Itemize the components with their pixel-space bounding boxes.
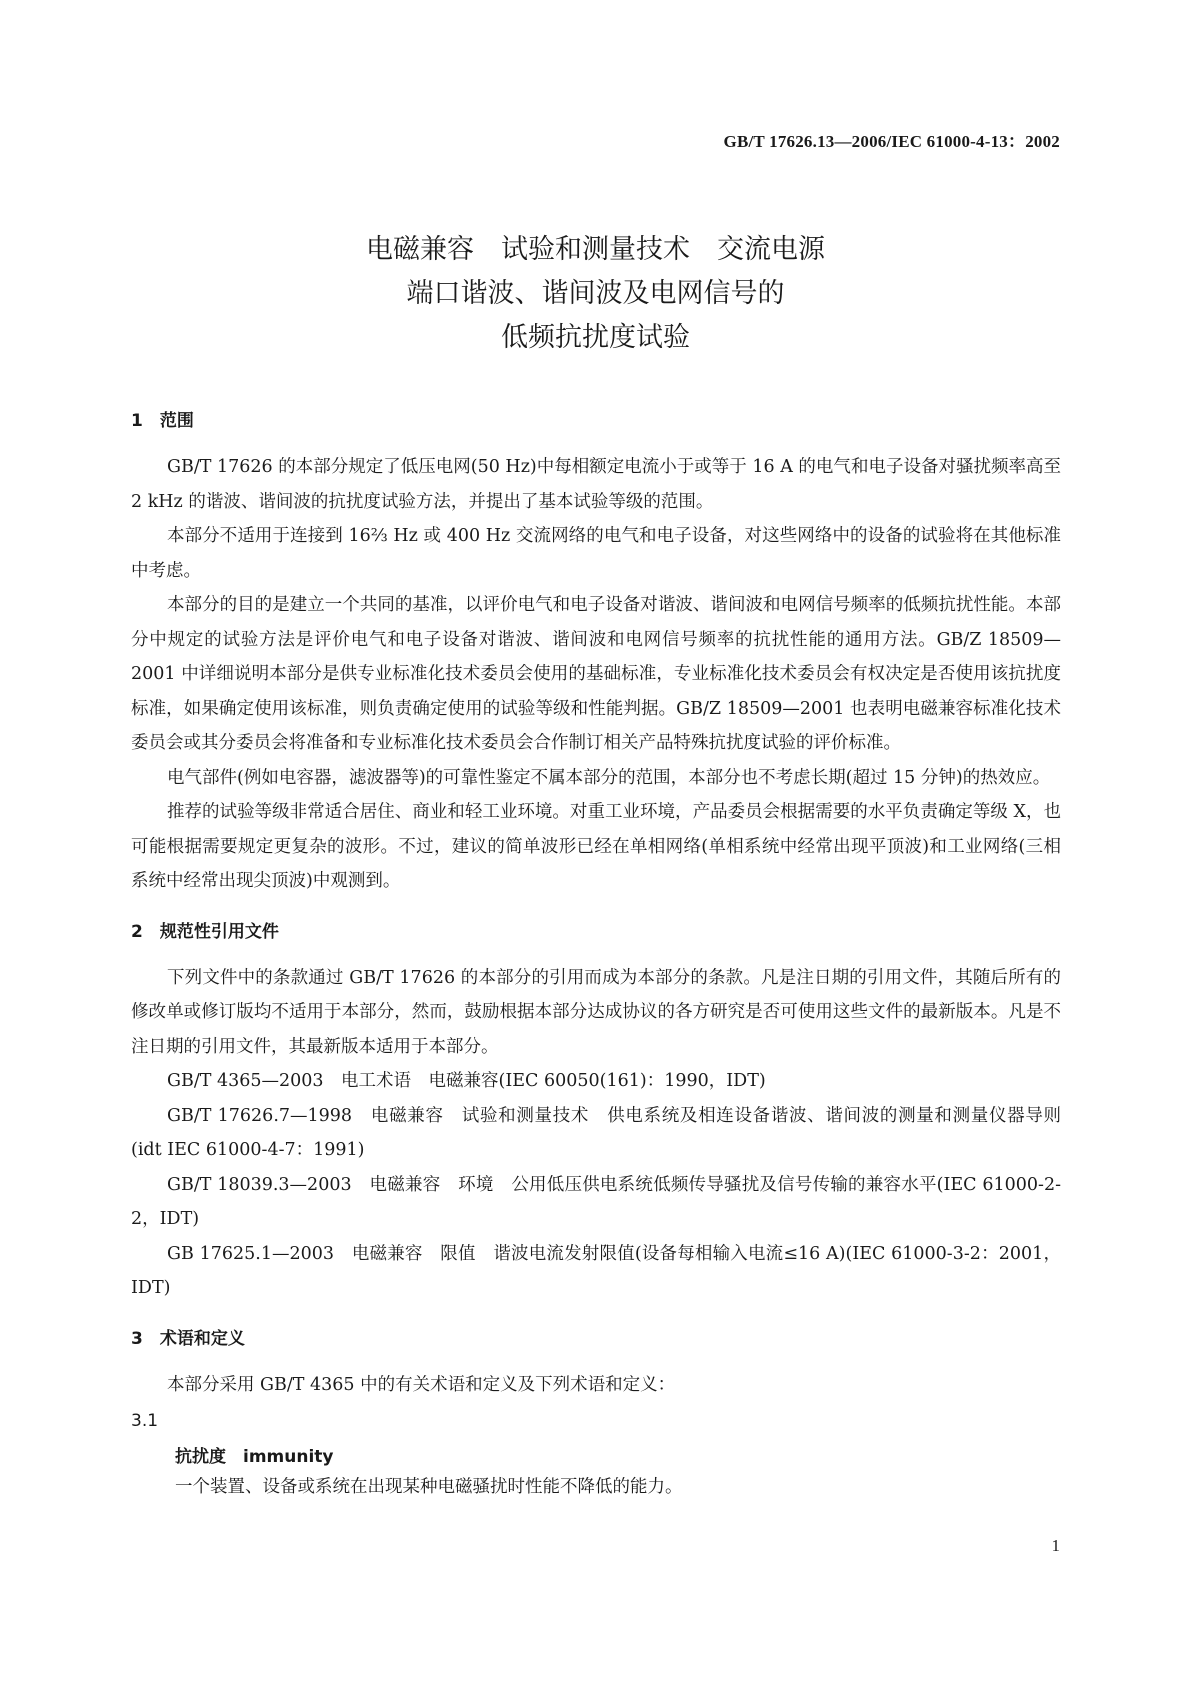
document-body	[131, 408, 1061, 1504]
section-1-paragraph: 本部分不适用于连接到 16⅔ Hz 或 400 Hz 交流网络的电气和电子设备，对这些网络中的设备的试验将在其他标准中考虑。	[131, 526, 1061, 581]
title-line-2: 端口谐波、谐间波及电网信号的	[406, 278, 785, 309]
term-definition: 一个装置、设备或系统在出现某种电磁骚扰时性能不降低的能力。	[175, 1477, 683, 1497]
document-title	[0, 228, 1191, 360]
reference-item	[131, 1168, 1061, 1237]
section-3-heading: 3 术语和定义	[131, 1328, 245, 1349]
section-1-paragraph: 本部分的目的是建立一个共同的基准，以评价电气和电子设备对谐波、谐间波和电网信号频率的低频抗扰性能。本部分中规定的试验方法是评价电气和电子设备对谐波、谐间波和电网信号频率的抗扰性能的通用方法。GB/Z 18509—2001 中详细说明本部分是供专业标准化技术委员会使用的基础标准，专业标准化技术委员会有权决定是否使用该抗扰度标准，如果确定使用该标准，则负责确定使用的试验等级和性能判据。GB/Z 18509—2001 也表明电磁兼容标准化技术委员会或其分委员会将准备和专业标准化技术委员会合作制订相关产品特殊抗扰度试验的评价标准。	[131, 595, 1061, 753]
reference-text: GB/T 18039.3—2003 电磁兼容 环境 公用低压供电系统低频传导骚扰及信号传输的兼容水平(IEC 61000-2-2，IDT)	[131, 1174, 1061, 1229]
section-1-paragraph: 推荐的试验等级非常适合居住、商业和轻工业环境。对重工业环境，产品委员会根据需要的水平负责确定等级 X，也可能根据需要规定更复杂的波形。不过，建议的简单波形已经在单相网络(单相系统中经常出现平顶波)和工业网络(三相系统中经常出现尖顶波)中观测到。	[131, 802, 1061, 891]
reference-text: GB 17625.1—2003 电磁兼容 限值 谐波电流发射限值(设备每相输入电流≤16 A)(IEC 61000-3-2：2001，IDT)	[131, 1243, 1061, 1298]
page-number: 1	[1051, 1536, 1060, 1555]
section-1-paragraph: GB/T 17626 的本部分规定了低压电网(50 Hz)中每相额定电流小于或等于 16 A 的电气和电子设备对骚扰频率高至 2 kHz 的谐波、谐间波的抗扰度试验方法，并提出了基本试验等级的范围。	[131, 457, 1061, 512]
title-line-1: 电磁兼容 试验和测量技术 交流电源	[366, 234, 825, 265]
term-name: 抗扰度 immunity	[175, 1447, 334, 1467]
reference-item	[131, 1099, 1061, 1168]
section-3-intro: 本部分采用 GB/T 4365 中的有关术语和定义及下列术语和定义：	[167, 1374, 676, 1395]
reference-text: GB/T 4365—2003 电工术语 电磁兼容(IEC 60050(161)：1990，IDT)	[167, 1071, 766, 1091]
term-number: 3.1	[131, 1411, 159, 1431]
title-line-3: 低频抗扰度试验	[501, 322, 690, 353]
reference-text: GB/T 17626.7—1998 电磁兼容 试验和测量技术 供电系统及相连设备谐波、谐间波的测量和测量仪器导则(idt IEC 61000-4-7：1991)	[131, 1105, 1061, 1160]
reference-item	[131, 1237, 1061, 1306]
section-2-heading: 2 规范性引用文件	[131, 921, 279, 942]
reference-item	[131, 1064, 1061, 1099]
section-2-intro: 下列文件中的条款通过 GB/T 17626 的本部分的引用而成为本部分的条款。凡是注日期的引用文件，其随后所有的修改单或修订版均不适用于本部分，然而，鼓励根据本部分达成协议的各方研究是否可使用这些文件的最新版本。凡是不注日期的引用文件，其最新版本适用于本部分。	[131, 967, 1061, 1057]
standard-code-header: GB/T 17626.13—2006/IEC 61000-4-13：2002	[723, 132, 1060, 151]
section-1-paragraph: 电气部件(例如电容器，滤波器等)的可靠性鉴定不属本部分的范围，本部分也不考虑长期(超过 15 分钟)的热效应。	[167, 767, 1051, 788]
section-1-heading: 1 范围	[131, 411, 194, 431]
